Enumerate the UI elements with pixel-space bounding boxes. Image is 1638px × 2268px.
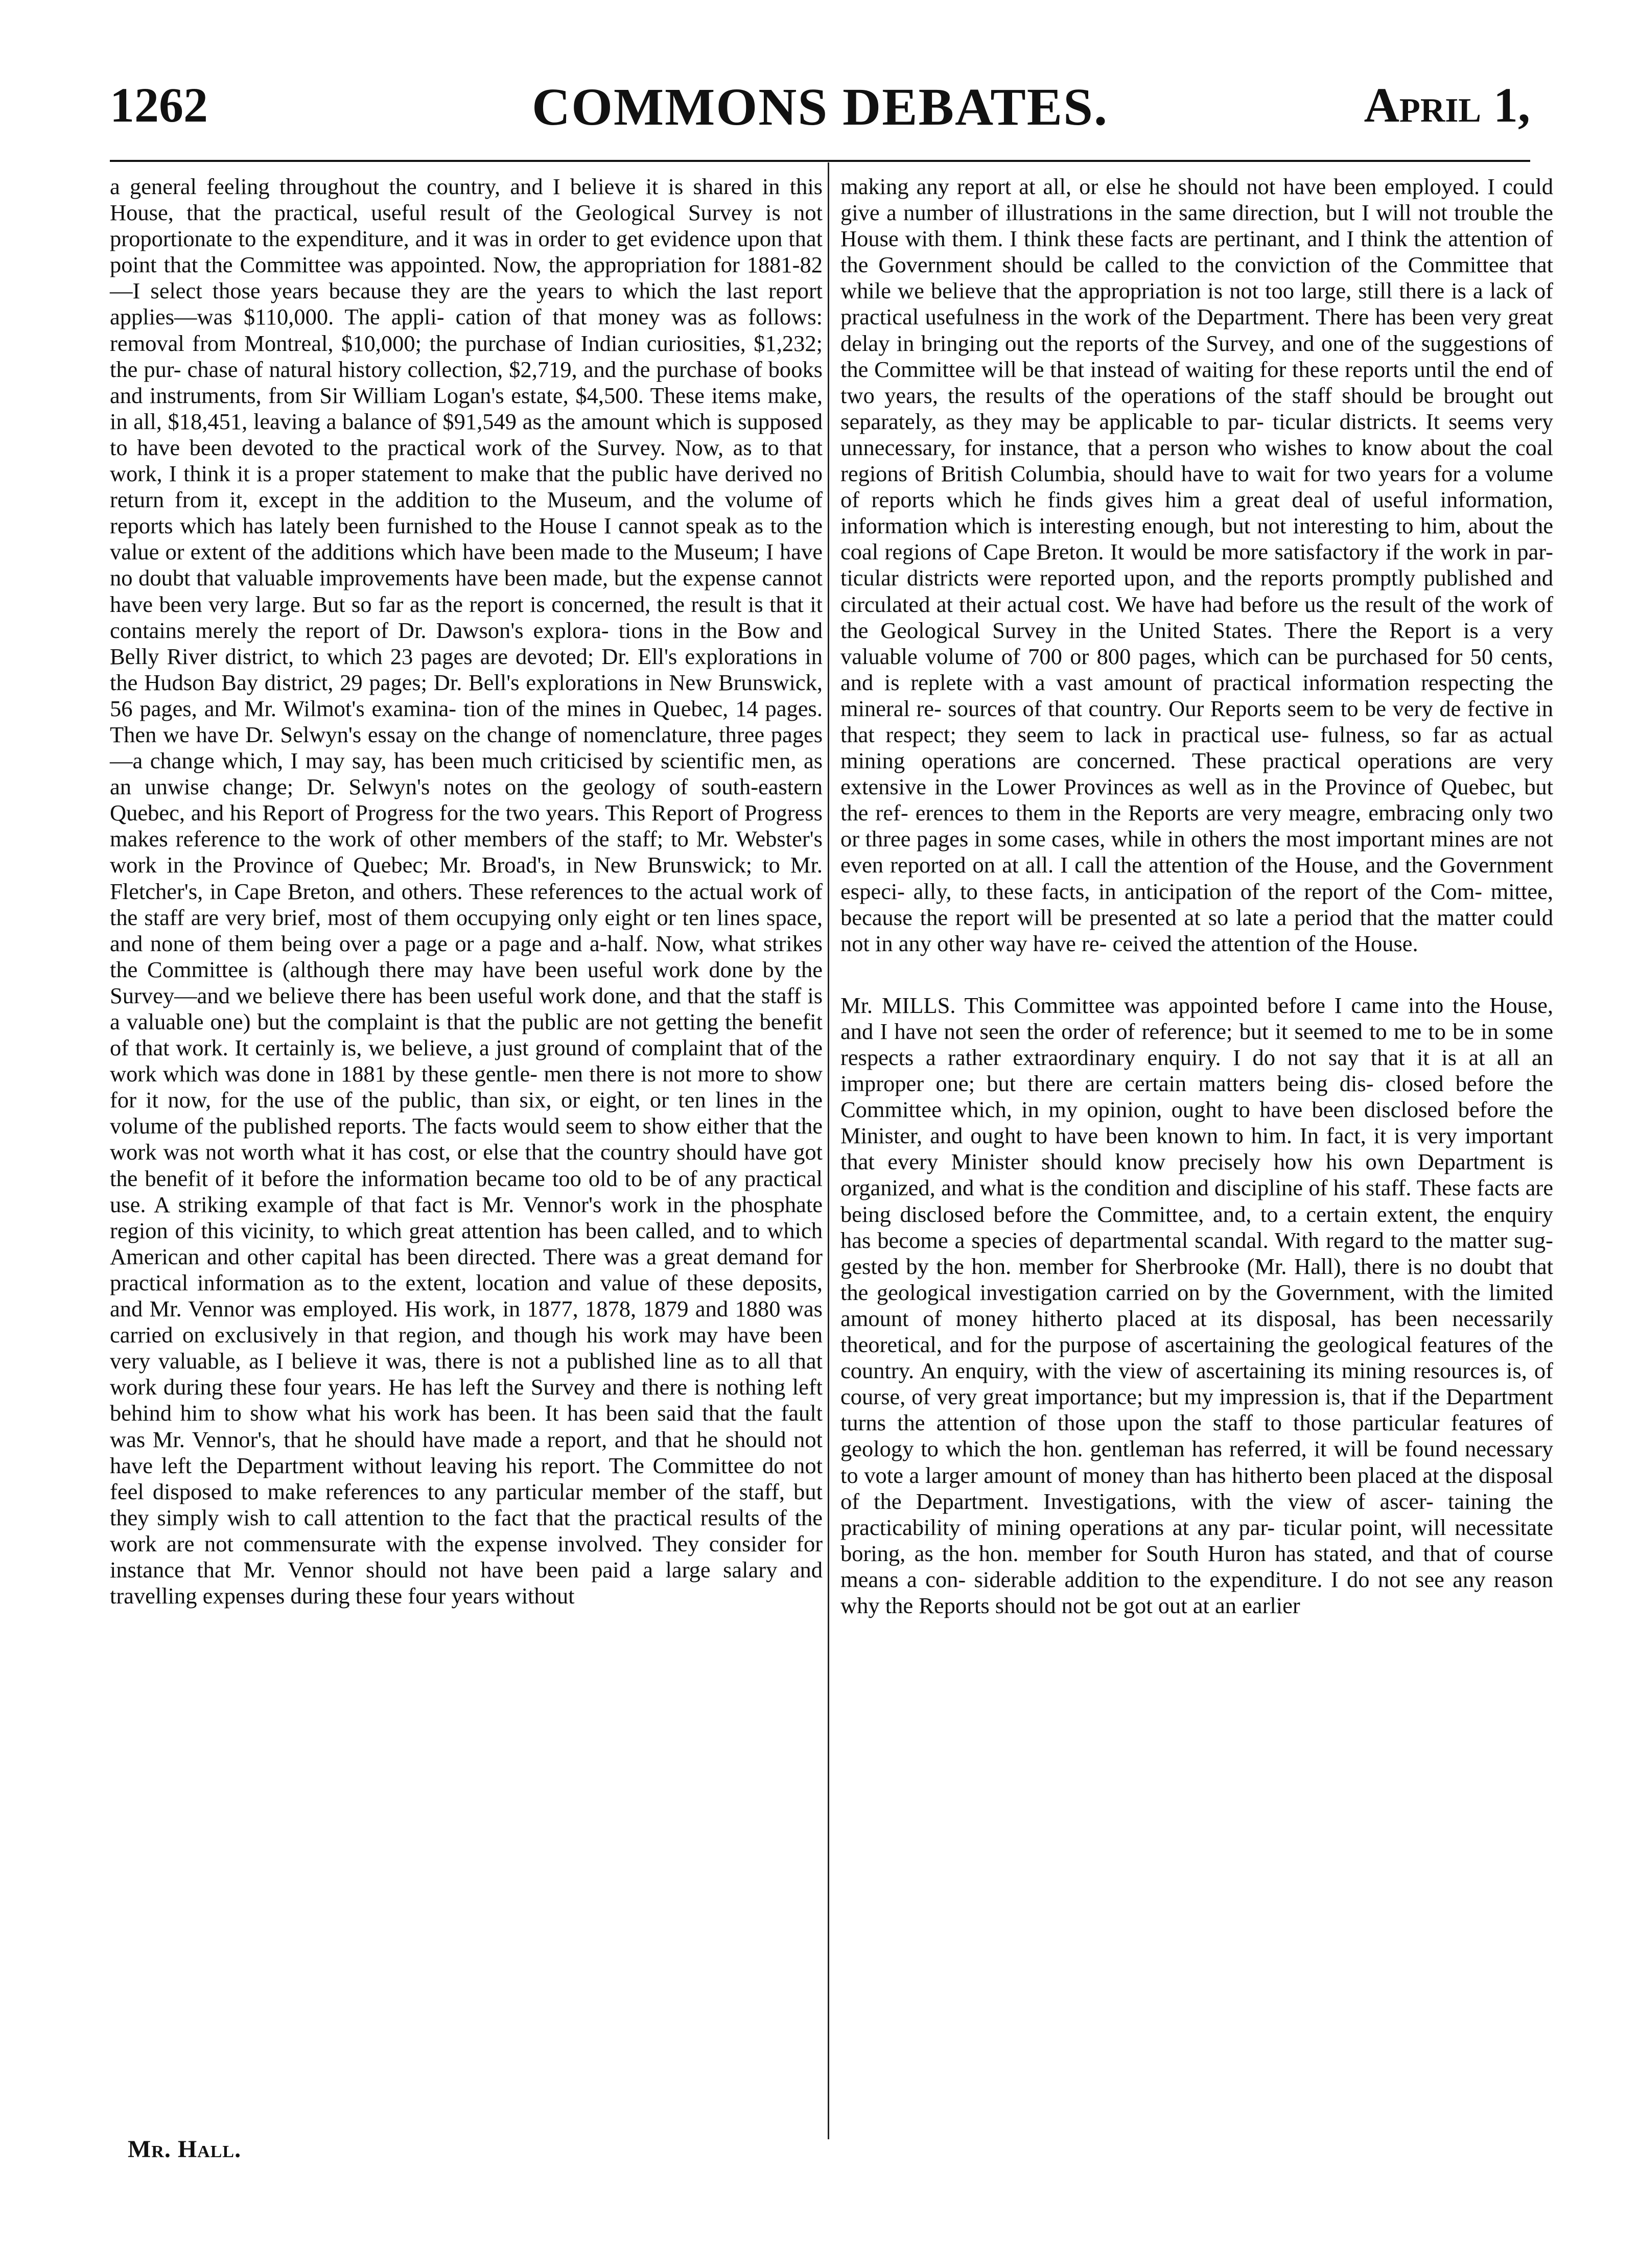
text-line: region, and though his work may have been very valuable, [110,1322,823,1374]
text-line: closed before the Committee which, in my opinion, ought to [840,1071,1553,1123]
text-line: $4,500. These items make, in all, $18,451, leaving a balance [110,382,823,434]
text-line: Breton. It would be more satisfactory if the work in par- [1036,539,1553,565]
text-line: of waiting for these reports until the end of two years, [840,356,1554,408]
text-line: phosphate region of this vicinity, to which great attention [110,1191,823,1243]
text-line: brought out separately, as they may be applicable to par- [840,382,1554,434]
text-line: mining resources is, of course, of very great importance; [840,1358,1553,1410]
text-line: the published reports. The facts would seem to show either [209,1113,748,1139]
text-line: instance that Mr. Vennor should not have been paid a large [110,1556,711,1582]
text-line: an improper one; but there are certain matters being dis- [840,1045,1554,1097]
text-line: ticular districts. It seems very unnecessary, for instance, [840,408,1553,460]
text-line: have been disclosed before the Minister, and ought to have [840,1097,1554,1149]
text-line: taining the practicability of mining operations at any par- [840,1488,1553,1540]
text-line: that a person who wishes to know about the coal regions of [840,434,1553,487]
text-line: erences to them in the Reports are very meagre, embracing [915,800,1464,826]
text-line: the Committee was appointed. Now, the appropriation for [205,252,740,278]
text-line: reason why the Reports should not be got out at an earlier [840,1566,1553,1618]
text-line: has been called, and to which American and other capital [110,1217,823,1269]
right-column-paragraph-1 [840,174,1553,957]
text-line: the Government, with the limited amount of money hitherto [840,1279,1553,1331]
text-line: ticular point, will necessitate boring, as the hon. member [840,1514,1553,1566]
text-line: Breton, and others. These references to the actual work of [287,878,823,904]
text-line: ticular districts were reported upon, and the reports [840,565,1324,591]
text-line: and, to a certain extent, the enquiry has become a species of [840,1201,1553,1253]
text-line: Geological Survey is not proportionate to the expenditure, [110,200,823,252]
text-line: public have derived no return from it, except in the addition [110,461,823,513]
page-number: 1262 [110,78,208,132]
text-line: tions in the Bow and Belly River district, to which [110,617,823,669]
text-line: period that the matter could not in any other way have re- [840,904,1553,956]
text-line: be purchased for 50 cents, and is replete with a vast [840,643,1553,695]
text-line: I think these facts are pertinant, and I think the attention of [1010,226,1553,252]
text-line: These practical operations are very extensive in the Lower [840,748,1553,800]
header-rule [110,160,1530,162]
text-line: criticised by scientific men, as an unwise change; Dr. [110,748,823,800]
paragraph-gap [840,957,1553,993]
text-line: should have made a report, and that he should not have left [110,1426,823,1478]
text-line: page and a-half. Now, what strikes the Committee is [110,930,823,982]
text-line: chase of natural history collection, $2,719, and the purchase [187,356,737,382]
text-line: that work, I think it is a proper statement to make that the [110,434,823,487]
text-line: have had before us the result of the work of the Geological [840,591,1554,643]
text-line: amount of practical information respecting the mineral re- [840,669,1554,721]
text-line: information as to the extent, location and value of these [197,1269,734,1295]
text-line: rather extraordinary enquiry. I do not say that it is at all [948,1045,1520,1070]
right-column [840,174,1553,1619]
text-line: devoted to the practical work of the Survey. Now, as to [242,434,779,460]
text-line: most important mines are not even reported on at all. I [840,826,1554,878]
text-line: ally, to these facts, in anticipation of the report of the Com- [913,878,1483,904]
text-line: as I believe it was, there is not a published line as to all that [249,1348,823,1374]
text-line: British Columbia, should have to wait for two years for a [941,461,1478,487]
text-line: to the fact that the practical results of the work are not [110,1504,823,1556]
text-line: but not interesting to him, about the coal regions of Cape [840,513,1554,565]
text-line: his Report of Progress for the two years. This Report of [229,800,738,826]
text-line: not too large, still there is a lack of practical usefulness in [840,278,1553,330]
text-line: information became too old to be of any practical use. A [110,1165,823,1217]
text-line: only two or three pages in some cases, while in others the [840,800,1554,852]
text-line: 1881-82—I select those years because they are the years [110,252,823,304]
text-line: the results of the operations of the staff should be [948,382,1434,408]
text-line: men there is not more to show for it now, for the use of [110,1061,823,1113]
text-line: Mr. Broad's, in New Brunswick; to Mr. Fletcher's, in Cape [110,852,823,904]
text-line: promptly published and circulated at their actual cost. We [840,565,1553,617]
text-line: shared in this House, that the practical, useful result of the [110,174,823,226]
text-line: commensurate with the expense involved. They consider for [243,1530,823,1556]
footer-catchword: Mr. Hall. [128,2136,242,2163]
text-line: and it was in order to get evidence upon that point that [110,226,823,278]
text-line: the Department. Investigations, with the view of ascer- [874,1488,1434,1514]
text-line: fulness, so far as actual mining operations are concerned. [840,721,1554,774]
text-line: is no doubt that the geological investigation carried on by [840,1253,1554,1305]
text-line: it contains merely the report of Dr. Dawson's explora- [110,591,823,643]
text-line: came into the House, and I have not seen the order of [840,992,1554,1044]
text-line: of $91,549 as the amount which is supposed to have been [110,408,823,460]
text-line: for the purpose of ascertaining the geological features of [990,1332,1518,1358]
text-line: the Government should be called to the conviction of the [840,252,1398,278]
text-line: striking example of that fact is Mr. Vennor's work in the [178,1191,721,1217]
text-line: gested by the hon. member for Sherbrooke (Mr. Hall), there [840,1253,1400,1279]
text-line: fective in that respect; they seem to lack in practical use- [840,695,1554,747]
text-line: Survey—and we believe there has been useful work done, [110,982,642,1008]
text-line: of the suggestions of the Committee will be that instead [840,330,1553,382]
page-date: April 1, [1364,78,1530,132]
text-line: ceived the attention of the House. [1112,930,1418,956]
text-line: been. It has been said that the fault was Mr. Vennor's, that he [110,1400,823,1452]
column-divider [828,162,829,2139]
text-line: staff. These facts are being disclosed before the Committee, [840,1175,1553,1227]
text-line: tion of the mines in Quebec, 14 pages. Then we have [110,695,823,747]
text-line: making any report at all, or else he should not have been [840,174,1377,199]
text-line: that the public are not getting the benefit of that work. [110,1009,823,1061]
text-line: $10,000; the purchase of Indian curiosities, $1,232; the pur- [110,330,823,382]
text-line: or extent of the additions which have been made to the [165,539,668,565]
running-title: COMMONS DEBATES. [532,78,1108,136]
text-line: referred, it will be found necessary to vote a larger amount [840,1436,1554,1488]
text-line: but my impression is, that if the Department turns the [840,1384,1554,1436]
text-line: the Department without leaving his report. The Committee [200,1452,754,1478]
page-header [110,77,1530,153]
text-line: been known to him. In fact, it is very important that every [840,1123,1553,1175]
text-line: Hudson Bay district, 29 pages; Dr. Bell's explorations [144,669,639,695]
text-line: the public, than six, or eight, or ten lines in the volume of [110,1087,823,1139]
text-line: reference; but it seemed to me to be in some respects a [840,1018,1553,1070]
text-line: or ten lines space, and none of them being over a page or a [110,904,823,956]
text-line: been made, but the expense cannot have been very large. [110,565,823,617]
text-line: (although there may have been useful work done by the [282,956,823,982]
text-line: has been directed. There was a great demand for practical [110,1243,823,1295]
text-line: there is nothing left behind him to show what his work has [110,1374,823,1426]
text-line: siderable addition to the expenditure. I do not see any [974,1566,1486,1592]
text-line: But so far as the report is concerned, the result is that [312,591,804,617]
text-line: It certainly is, we believe, a just ground of complaint [235,1035,722,1061]
text-line: 23 pages are devoted; Dr. Ell's explorations in the [110,643,823,695]
text-line: the country. An enquiry, with the view of ascertaining its [840,1332,1554,1384]
text-line: of money than has hitherto been placed at the disposal of [840,1462,1553,1514]
text-line: to which the last report applies—was $110,000. The appli- [110,278,823,330]
text-line: do not feel disposed to make references to any particular [110,1452,823,1504]
text-line: organized, and what is the condition and discipline of his [840,1175,1360,1201]
text-line: a general feeling throughout the country, and I believe it is [110,174,684,199]
text-line: that of the work which was done in 1881 by these gentle- [110,1035,823,1087]
text-line: the country should have got the benefit of it before the [110,1139,823,1191]
left-column-paragraph [110,174,823,1609]
text-line: in New Brunswick, 56 pages, and Mr. Wilmot's examina- [110,669,823,721]
text-line: pages—a change which, I may say, has been much [110,721,823,774]
text-line: delay in bringing out the reports of the Survey, and one [840,330,1354,356]
text-line: employed. I could give a number of illustrations in the [840,174,1553,226]
text-line: volume of reports which he finds gives him a great deal of [840,461,1554,513]
text-line: cation of that money was as follows: removal from Montreal, [110,304,823,356]
left-column [110,174,823,1609]
text-line: for South Huron has stated, and that of course means a con- [840,1540,1554,1592]
text-line: placed at its disposal, has been necessarily theoretical, and [840,1305,1554,1358]
text-line: member of the staff, but they simply wish to call attention [110,1478,823,1530]
text-line: work during these four years. He has left the Survey and [110,1374,635,1400]
text-line: Provinces as well as in the Province of Quebec, but the ref- [840,774,1554,826]
text-line: attention of those upon the staff to those particular [936,1410,1440,1436]
text-line: sources of that country. Our Reports seem to be very de [948,695,1461,721]
text-line: very valuable volume of 700 or 800 pages, which can [840,617,1554,669]
text-line: Dr. Selwyn's essay on the change of nomenclature, three [245,721,765,747]
text-line: mittee, because the report will be presented at so late a [840,878,1554,930]
text-line: Mr. MILLS. This Committee was appointed before I [840,992,1342,1018]
text-line: the staff are very brief, most of them occupying only eight [110,904,650,930]
text-line: the work of the Department. There has been very great [1050,304,1554,330]
right-column-paragraph-2 [840,993,1553,1619]
text-line: Survey in the United States. There the Report is a [992,617,1501,643]
text-line: Selwyn's notes on the geology of south-eastern Quebec, and [110,774,823,826]
text-line: 1878, 1879 and 1880 was carried on exclusively in that [110,1296,823,1348]
text-line: departmental scandal. With regard to the matter sug- [1069,1227,1553,1253]
text-line: the staff; to Mr. Webster's work in the Province of Quebec; [110,826,823,878]
text-line: call the attention of the House, and the Government especi- [840,852,1554,904]
text-line: to the Museum, and the volume of reports which has lately [110,487,823,539]
text-line: useful information, information which is interesting enough, [840,487,1553,539]
text-line: Minister should know precisely how his own Department is [951,1149,1553,1175]
text-line: Progress makes reference to the work of other members of [110,800,823,852]
text-line: same direction, but I will not trouble the House with them. [840,200,1554,252]
text-line: been furnished to the House I cannot speak as to the value [110,513,823,565]
text-line: of books and instruments, from Sir William Logan's estate, [110,356,823,408]
text-line: deposits, and Mr. Vennor was employed. His work, in 1877, [110,1269,823,1322]
text-line: that the work was not worth what it has cost, or else that [110,1113,823,1165]
text-line: Committee that while we believe that the appropriation is [840,252,1554,304]
text-line: Museum; I have no doubt that valuable improvements have [110,539,823,591]
text-line: and that the staff is a valuable one) but the complaint is [110,982,823,1034]
text-line: salary and travelling expenses during these four years without [110,1556,823,1609]
text-line: features of geology to which the hon. gentleman has [840,1410,1553,1462]
